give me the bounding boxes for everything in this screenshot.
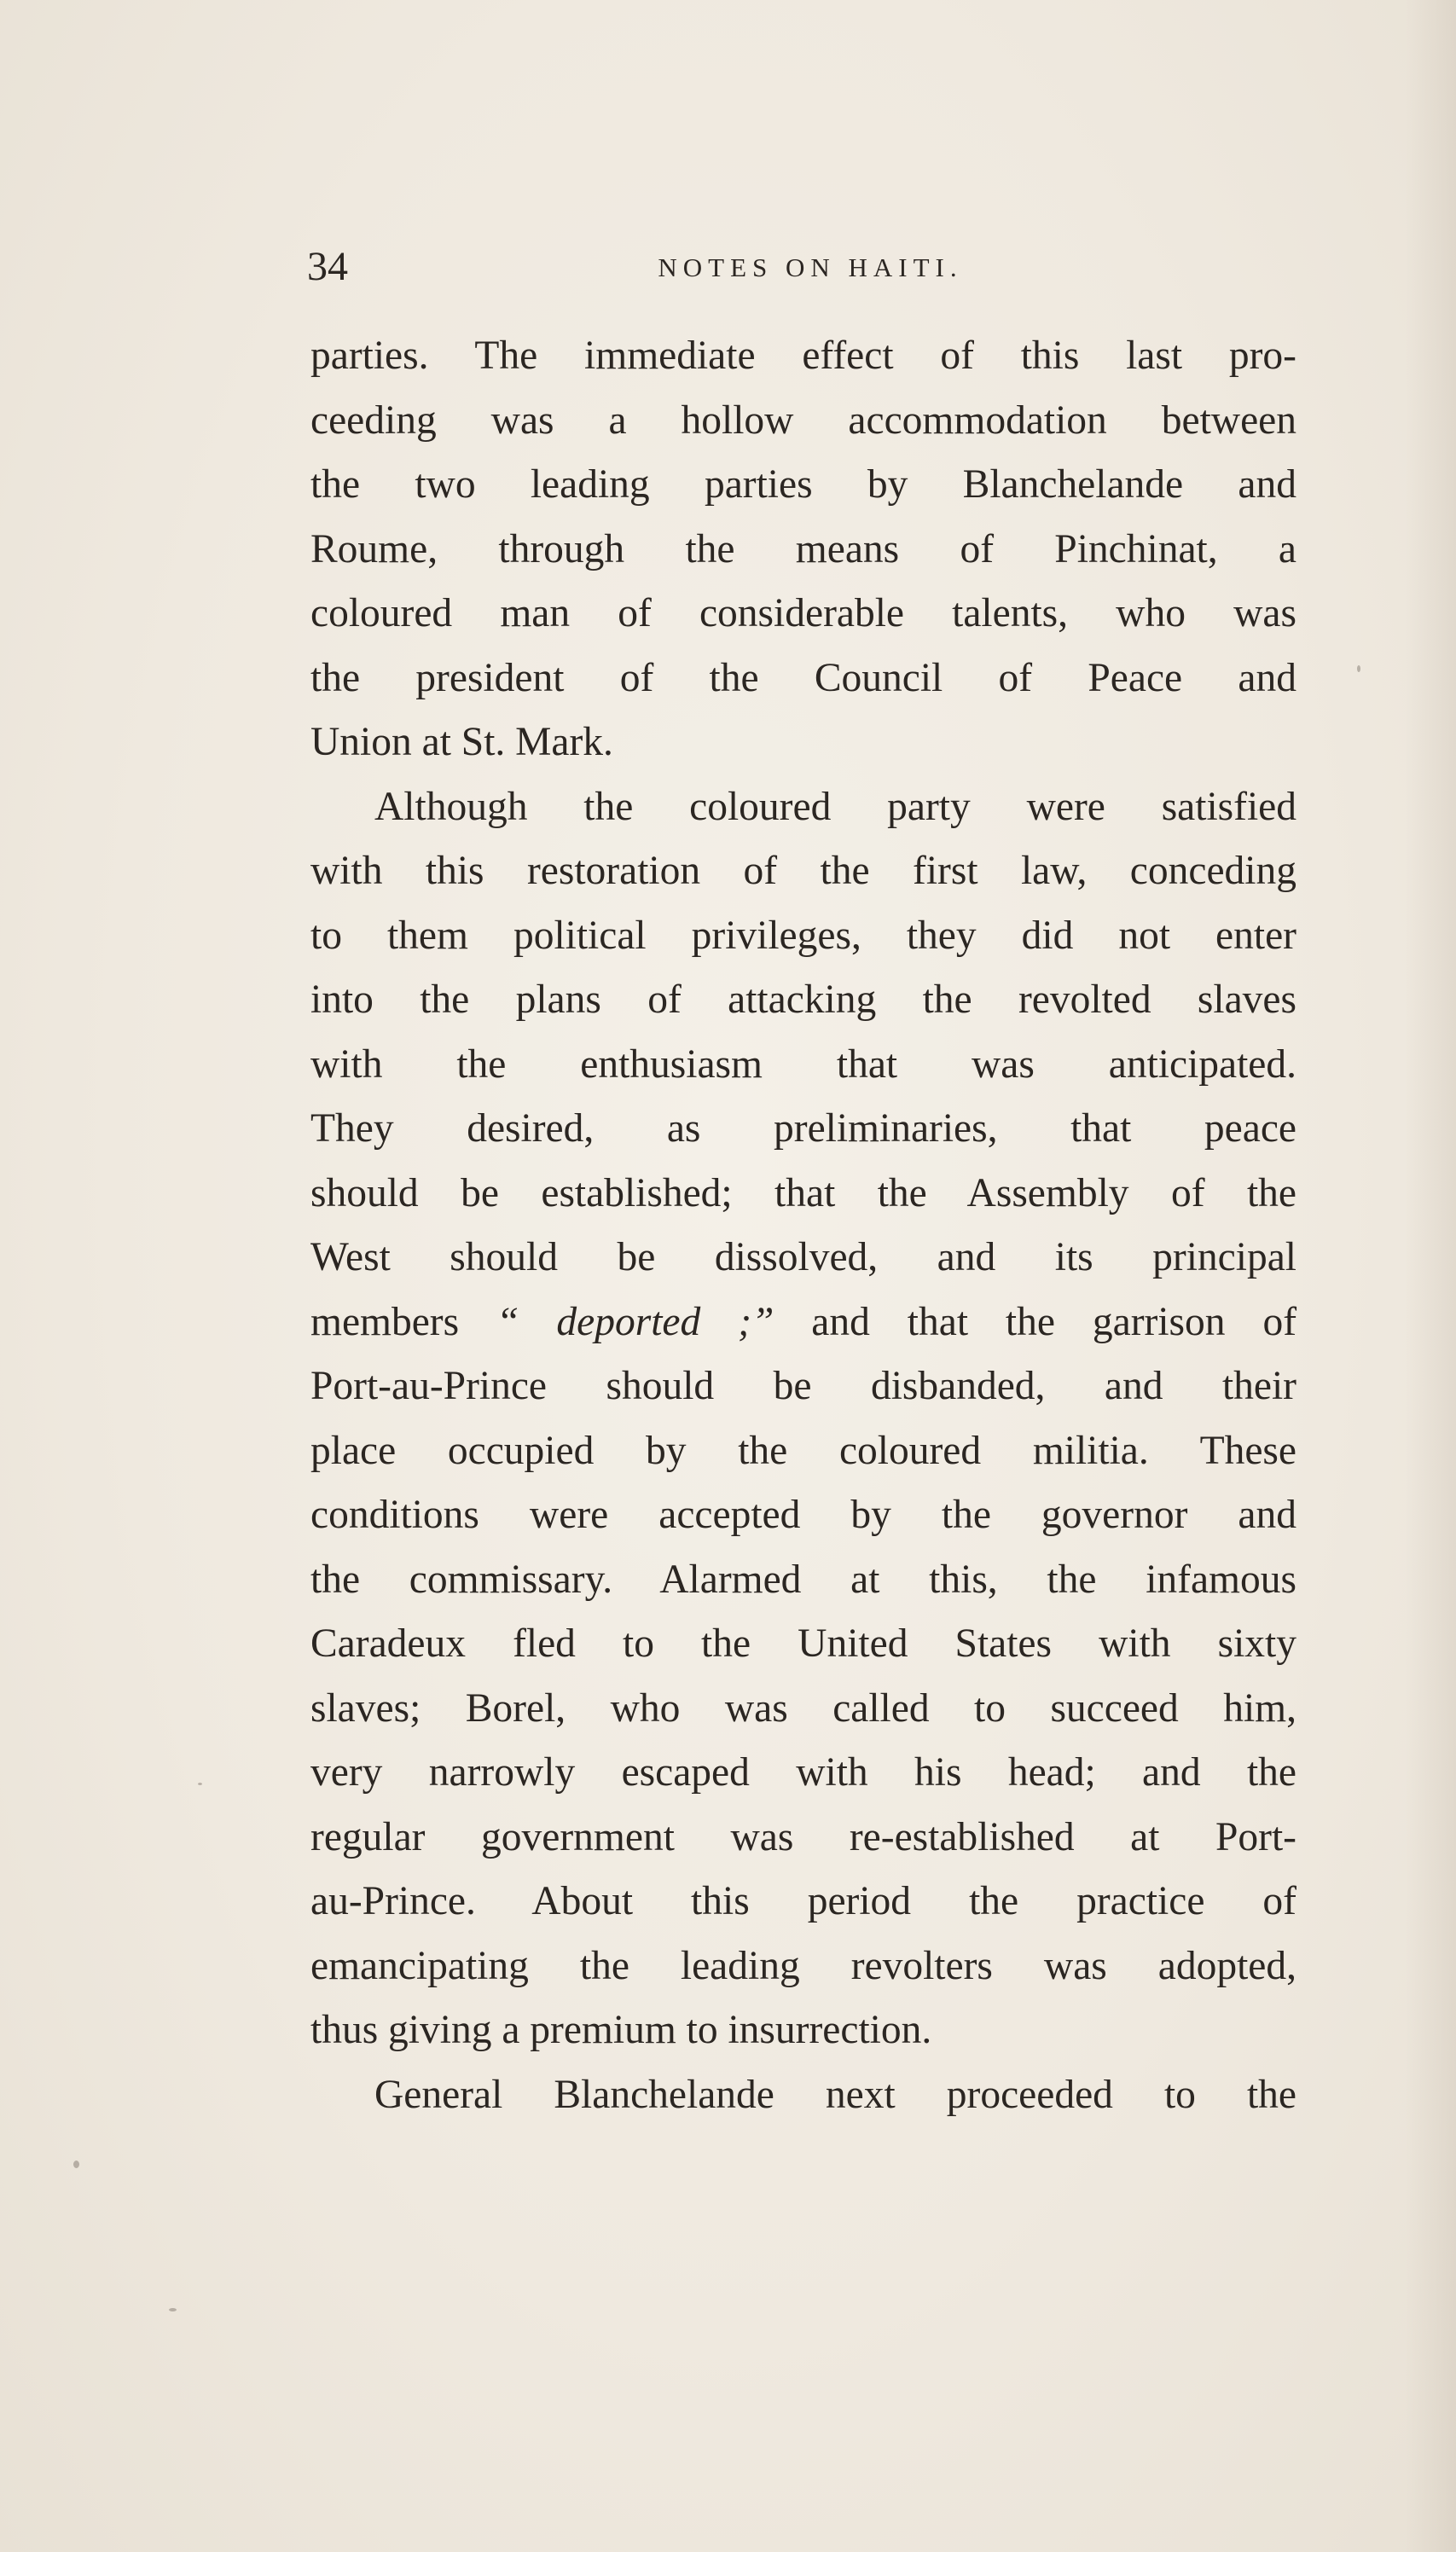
text-line: Port-au-Prince should be disbanded, and their — [310, 1364, 1296, 1408]
quoted-word: “ deported ;” — [496, 1299, 774, 1344]
text-line: with this restoration of the first law, conceding — [310, 849, 1296, 893]
text-line: with the enthusiasm that was anticipated. — [310, 1041, 1296, 1087]
text-line: should be established; that the Assembly of the — [310, 1170, 1296, 1215]
paper-speck — [198, 1783, 202, 1785]
text-line: very narrowly escaped with his head; and the — [310, 1750, 1296, 1795]
text-line: Union at St. Mark. — [310, 720, 613, 764]
text-line: conditions were accepted by the governor and — [310, 1493, 1296, 1537]
line-suffix: and that the garrison of — [811, 1299, 1297, 1344]
paper-speck — [1357, 665, 1360, 672]
paper-speck — [169, 2308, 177, 2311]
text-line: thus giving a premium to insurrection. — [310, 2008, 932, 2052]
text-line: into the plans of attacking the revolted slaves — [310, 977, 1296, 1022]
line-prefix: members — [310, 1299, 460, 1344]
text-line: regular government was re-established at Port- — [310, 1814, 1296, 1859]
text-line: the two leading parties by Blanchelande and — [310, 462, 1296, 507]
text-line: the commissary. Alarmed at this, the infamous — [310, 1557, 1296, 1602]
page-header — [307, 241, 1314, 293]
text-line: place occupied by the coloured militia. These — [310, 1428, 1296, 1473]
text-line: Caradeux fled to the United States with sixty — [310, 1621, 1296, 1666]
text-line: to them political privileges, they did not enter — [310, 913, 1296, 958]
running-title: NOTES ON HAITI. — [658, 252, 963, 282]
text-line: General Blanchelande next proceeded to the — [374, 2072, 1296, 2117]
text-line: emancipating the leading revolters was adopted, — [310, 1943, 1296, 1988]
text-line: Roume, through the means of Pinchinat, a — [310, 526, 1296, 571]
text-line: Although the coloured party were satisfied — [374, 784, 1296, 829]
body-text — [310, 324, 1296, 2127]
paper-speck — [73, 2160, 79, 2168]
page-edge-shadow — [1405, 0, 1456, 2552]
text-line: slaves; Borel, who was called to succeed him, — [310, 1685, 1296, 1731]
text-line: ceeding was a hollow accommodation between — [310, 397, 1296, 443]
text-line: West should be dissolved, and its principal — [310, 1235, 1296, 1279]
text-line: the president of the Council of Peace and — [310, 655, 1296, 700]
text-line: They desired, as preliminaries, that peace — [310, 1106, 1296, 1151]
text-line-with-quote — [310, 1290, 1296, 1355]
page-number: 34 — [307, 244, 348, 289]
text-line: coloured man of considerable talents, who was — [310, 591, 1296, 635]
text-line: au-Prince. About this period the practice of — [310, 1879, 1296, 1923]
text-line: parties. The immediate effect of this last pro- — [310, 334, 1296, 378]
